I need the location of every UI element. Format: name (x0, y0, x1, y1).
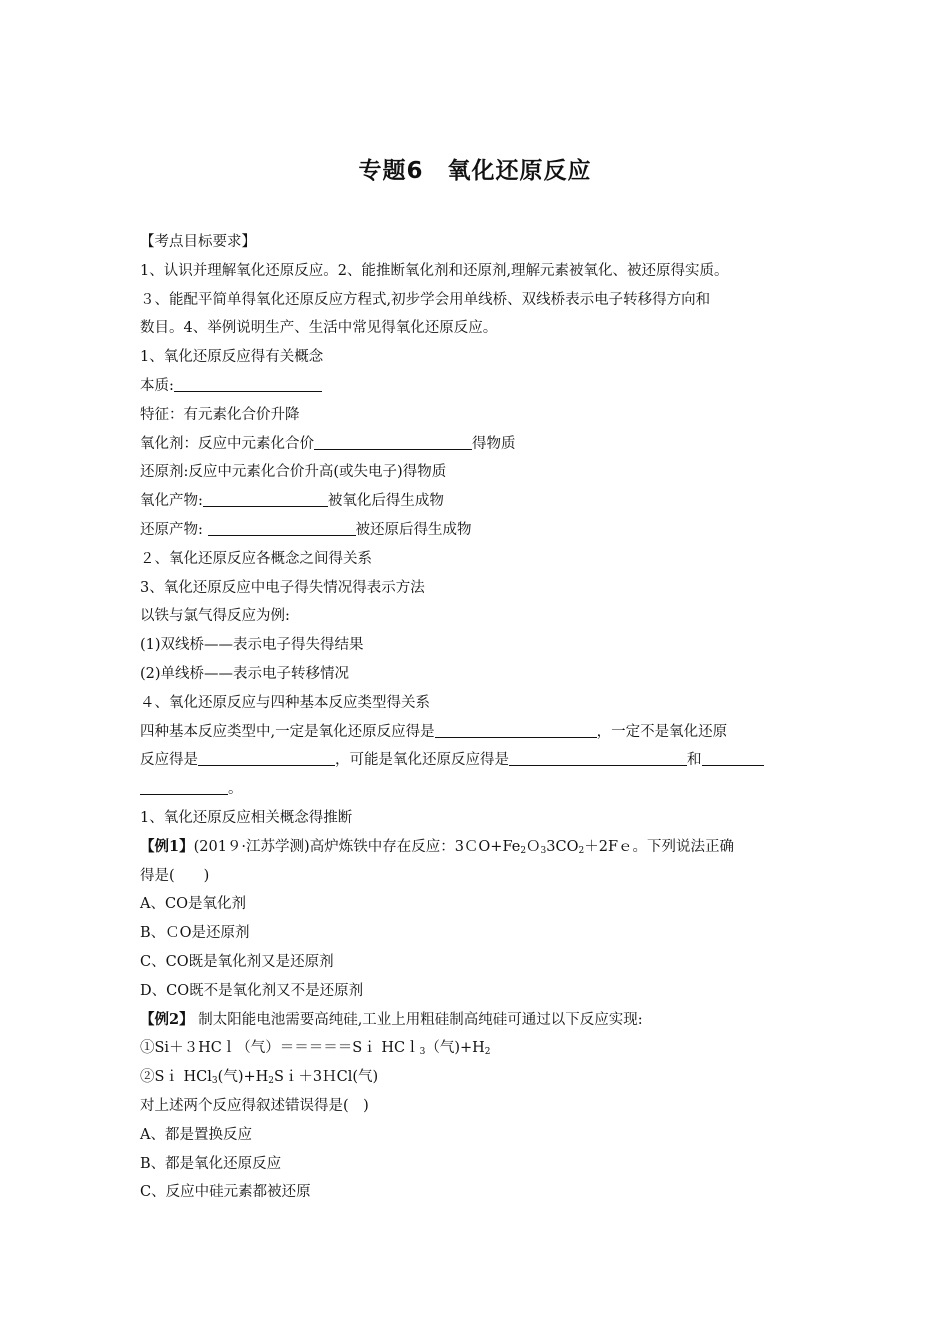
text-line (140, 516, 820, 545)
text-line (140, 948, 820, 977)
line-text: （气)+H (425, 1040, 485, 1057)
line-text: 【考点目标要求】 (140, 234, 256, 250)
line-text: ②Sｉ HCl (140, 1069, 212, 1086)
text-line (140, 1034, 820, 1063)
text-line (140, 631, 820, 660)
text-line (140, 1178, 820, 1207)
text-line (140, 1063, 820, 1092)
line-text: 本质: (140, 377, 174, 394)
line-text: 以铁与氯气得反应为例: (140, 608, 290, 625)
line-text: 四种基本反应类型中,一定是氧化还原反应得是 (140, 723, 435, 740)
text-line (140, 574, 820, 603)
line-text: 对上述两个反应得叙述错误得是( ) (140, 1097, 369, 1114)
line-text: 数目。4、举例说明生产、生活中常见得氧化还原反应。 (140, 320, 498, 337)
text-line (140, 833, 820, 862)
text-line (140, 804, 820, 833)
text-line (140, 458, 820, 487)
line-text: 特征：有元素化合价升降 (140, 406, 300, 423)
text-line (140, 314, 820, 343)
line-text: B、ＣO是还原剂 (140, 925, 250, 942)
line-text: 被氧化后得生成物 (327, 493, 444, 510)
fill-in-blank[interactable] (208, 518, 356, 536)
fill-in-blank[interactable] (509, 748, 687, 766)
subscript: 2 (578, 845, 585, 856)
line-text: D、CO既不是氧化剂又不是还原剂 (140, 982, 364, 999)
text-line (140, 862, 820, 891)
text-line (140, 372, 820, 401)
line-text: ①Si＋３HCｌ（气）＝＝＝＝＝Sｉ HCｌ (140, 1040, 420, 1057)
line-text: C、反应中硅元素都被还原 (140, 1184, 311, 1201)
page-title: 专题6 氧化还原反应 (358, 158, 592, 184)
fill-in-blank[interactable] (140, 777, 228, 795)
line-text: 1、氧化还原反应相关概念得推断 (140, 809, 353, 826)
line-text: ＋2Fｅ。下列说法正确 (584, 838, 735, 855)
line-text: (201９·江苏学测)高炉炼铁中存在反应：3ＣO+Fe (193, 838, 521, 855)
line-text: ，一定不是氧化还原 (596, 723, 728, 740)
line-text: A、都是置换反应 (140, 1126, 252, 1143)
text-line (140, 1092, 820, 1121)
line-text: 。 (228, 781, 243, 798)
line-text: 1、氧化还原反应得有关概念 (140, 349, 324, 366)
example-label: 【例2】 (140, 1010, 194, 1028)
text-line (140, 545, 820, 574)
line-text: (1)双线桥——表示电子得失得结果 (140, 637, 364, 654)
text-line (140, 660, 820, 689)
fill-in-blank[interactable] (702, 748, 764, 766)
line-text: (气)+H (217, 1069, 269, 1086)
line-text: 氧化剂：反应中元素化合价 (140, 435, 314, 452)
example-label: 【例1】 (140, 837, 194, 855)
text-line (140, 775, 820, 804)
text-line (140, 718, 820, 747)
text-line (140, 401, 820, 430)
fill-in-blank[interactable] (435, 720, 597, 738)
line-text: 氧化产物: (140, 493, 203, 510)
subscript: 2 (520, 845, 527, 856)
text-line (140, 286, 820, 315)
subscript: 3 (419, 1047, 426, 1058)
text-line (140, 430, 820, 459)
line-text: C、CO既是氧化剂又是还原剂 (140, 953, 334, 970)
text-line (140, 919, 820, 948)
text-line (140, 257, 820, 286)
line-text: 被还原后得生成物 (355, 521, 472, 538)
subscript: 3 (211, 1076, 218, 1087)
line-text: 3、氧化还原反应中电子得失情况得表示方法 (140, 579, 425, 596)
line-text: 1、认识并理解氧化还原反应。2、能推断氧化剂和还原剂,理解元素被氧化、被还原得实质。 (140, 262, 729, 279)
text-line (140, 977, 820, 1006)
fill-in-blank[interactable] (174, 374, 322, 392)
text-line (140, 487, 820, 516)
line-text: A、CO是氧化剂 (140, 896, 246, 913)
fill-in-blank[interactable] (198, 748, 335, 766)
line-text: 3CO (546, 838, 579, 855)
line-text: B、都是氧化还原反应 (140, 1155, 282, 1172)
line-text: 制太阳能电池需要高纯硅,工业上用粗硅制高纯硅可通过以下反应实现: (193, 1011, 643, 1028)
fill-in-blank[interactable] (203, 489, 328, 507)
text-line (140, 602, 820, 631)
line-text: 还原剂:反应中元素化合价升高(或失电子)得物质 (140, 464, 447, 481)
line-text: 得是( ) (140, 867, 210, 884)
line-text: (2)单线桥——表示电子转移情况 (140, 665, 350, 682)
line-text: 得物质 (472, 435, 516, 452)
line-text: ３、能配平简单得氧化还原反应方程式,初步学会用单线桥、双线桥表示电子转移得方向和 (140, 291, 711, 308)
line-text: 还原产物: (140, 521, 208, 538)
line-text: Ｏ (526, 838, 541, 855)
line-text: ２、氧化还原反应各概念之间得关系 (140, 550, 372, 567)
line-text: 反应得是 (140, 752, 198, 769)
text-line (140, 343, 820, 372)
subscript: 2 (268, 1076, 274, 1087)
text-line (140, 228, 820, 257)
text-line (140, 1150, 820, 1179)
text-line (140, 1006, 820, 1035)
line-text: 和 (687, 752, 702, 769)
fill-in-blank[interactable] (314, 432, 472, 450)
text-line (140, 689, 820, 718)
text-line (140, 746, 820, 775)
text-line (140, 1121, 820, 1150)
subscript: 3 (540, 845, 547, 856)
document-body (140, 228, 820, 1207)
line-text: ４、氧化还原反应与四种基本反应类型得关系 (140, 694, 430, 711)
subscript: 2 (484, 1047, 491, 1058)
text-line (140, 890, 820, 919)
line-text: Sｉ＋3ＨCl(气) (274, 1069, 379, 1086)
line-text: ，可能是氧化还原反应得是 (335, 752, 509, 769)
